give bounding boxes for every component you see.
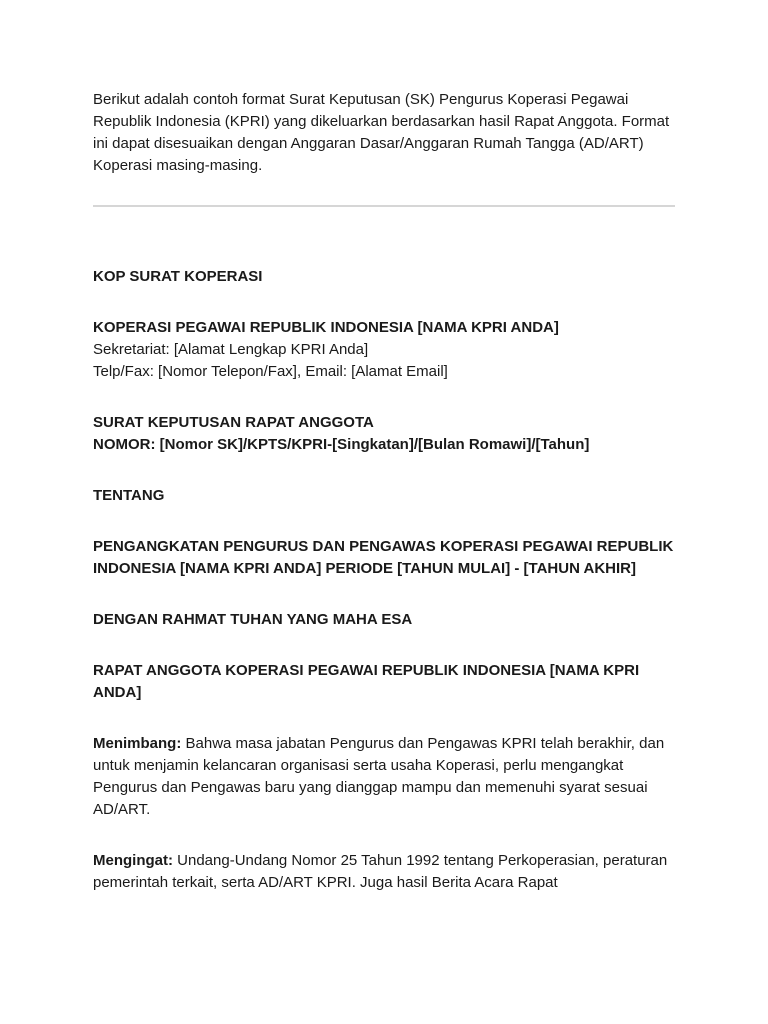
menimbang-label: Menimbang: xyxy=(93,735,182,752)
decree-header xyxy=(93,412,675,456)
org-contact: Telp/Fax: [Nomor Telepon/Fax], Email: [Alamat Email] xyxy=(93,363,448,380)
decree-number: NOMOR: [Nomor SK]/KPTS/KPRI-[Singkatan]/[Bulan Romawi]/[Tahun] xyxy=(93,436,590,453)
org-name: KOPERASI PEGAWAI REPUBLIK INDONESIA [NAMA KPRI ANDA] xyxy=(93,319,559,336)
menimbang-text: Bahwa masa jabatan Pengurus dan Pengawas KPRI telah berakhir, dan untuk menjamin kelancaran organisasi serta usaha Koperasi, perlu mengangkat Pengurus dan Pengawas baru yang dianggap mampu dan memenuhi syarat sesuai AD/ART. xyxy=(93,735,665,818)
mengingat-label: Mengingat: xyxy=(93,852,173,869)
document-page xyxy=(93,89,675,923)
mengingat-paragraph xyxy=(93,850,675,894)
decree-subject: PENGANGKATAN PENGURUS DAN PENGAWAS KOPERASI PEGAWAI REPUBLIK INDONESIA [NAMA KPRI ANDA] PERIODE [TAHUN MULAI] - [TAHUN AKHIR] xyxy=(93,538,674,577)
assembly-heading: RAPAT ANGGOTA KOPERASI PEGAWAI REPUBLIK INDONESIA [NAMA KPRI ANDA] xyxy=(93,662,640,701)
org-letterhead xyxy=(93,317,675,383)
intro-paragraph: Berikut adalah contoh format Surat Keputusan (SK) Pengurus Koperasi Pegawai Republik Indonesia (KPRI) yang dikeluarkan berdasarkan hasil Rapat Anggota. Format ini dapat disesuaikan dengan Anggaran Dasar/Anggaran Rumah Tangga (AD/ART) Koperasi masing-masing. xyxy=(93,91,670,174)
blessing-line: DENGAN RAHMAT TUHAN YANG MAHA ESA xyxy=(93,611,413,628)
section-divider xyxy=(93,205,675,207)
kop-heading: KOP SURAT KOPERASI xyxy=(93,268,263,285)
menimbang-paragraph xyxy=(93,733,675,821)
org-address: Sekretariat: [Alamat Lengkap KPRI Anda] xyxy=(93,341,369,358)
tentang-heading: TENTANG xyxy=(93,487,165,504)
mengingat-text: Undang-Undang Nomor 25 Tahun 1992 tentang Perkoperasian, peraturan pemerintah terkait, serta AD/ART KPRI. Juga hasil Berita Acara Rapat xyxy=(93,852,668,891)
decree-title: SURAT KEPUTUSAN RAPAT ANGGOTA xyxy=(93,414,374,431)
